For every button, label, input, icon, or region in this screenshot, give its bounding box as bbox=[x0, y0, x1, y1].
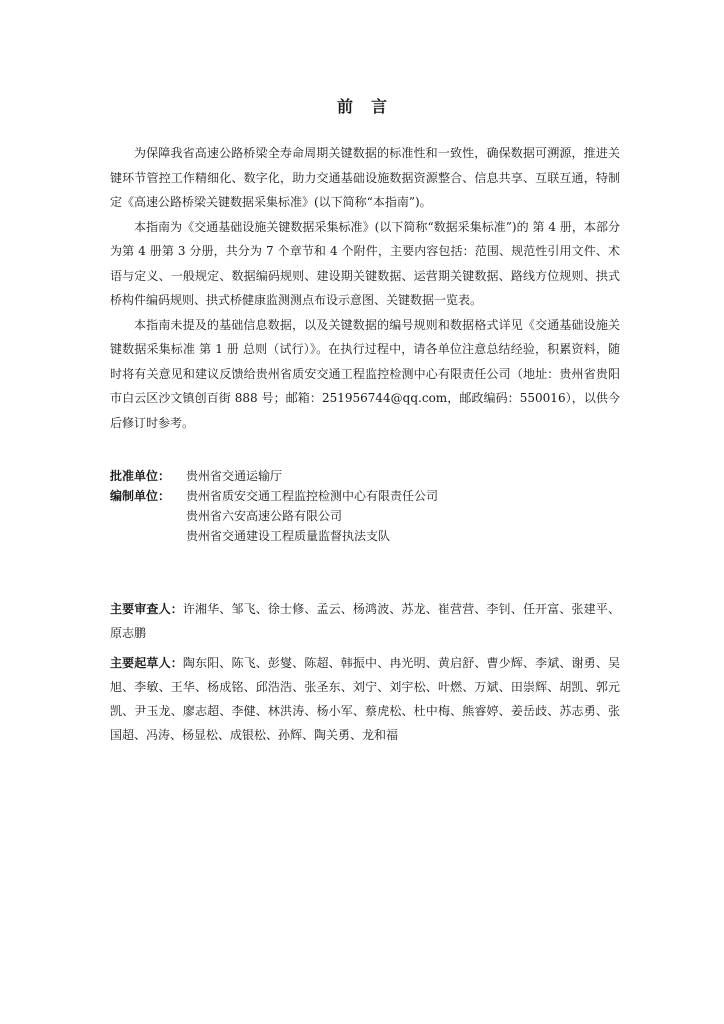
title-char-2: 言 bbox=[371, 97, 388, 116]
approval-unit-label: 批准单位： bbox=[110, 469, 171, 483]
drafters-label: 主要起草人： bbox=[110, 656, 183, 670]
reviewers-paragraph bbox=[110, 597, 620, 645]
reviewers-label: 主要审查人： bbox=[110, 602, 183, 616]
title-char-1: 前 bbox=[336, 97, 353, 116]
units-section bbox=[110, 466, 620, 546]
drafters-paragraph bbox=[110, 651, 620, 747]
preface-paragraph-3: 本指南未提及的基础信息数据，以及关键数据的编号规则和数据格式详见《交通基础设施关键数据采集标准 第 1 册 总则（试行）》。在执行过程中，请各单位注意总结经验，积累资料，随时将有关意见和建议反馈给贵州省质安交通工程监控检测中心有限责任公司（地址：贵州省贵阳市白云区沙文镇创百街 888 号；邮箱：251956744@qq.com，邮政编码：550016），以供今后修订时参考。 bbox=[110, 317, 620, 430]
compiler-unit-label: 编制单位： bbox=[110, 489, 171, 503]
reviewers-names: 许湘华、邹飞、徐士修、孟云、杨鸿波、苏龙、崔营营、李钊、任开富、张建平、原志鹏 bbox=[110, 602, 620, 640]
approval-unit-value: 贵州省交通运输厅 bbox=[186, 469, 283, 483]
compiler-unit-row bbox=[110, 486, 620, 546]
compiler-unit-value: 贵州省六安高速公路有限公司 bbox=[186, 509, 343, 523]
preface-paragraph-2: 本指南为《交通基础设施关键数据采集标准》(以下简称“数据采集标准”)的 第 4 册，本部分为第 4 册第 3 分册，共分为 7 个章节和 4 个附件，主要内容包括：范围、规范性引用文件、术语与定义、一般规定、数据编码规则、建设期关键数据、运营期关键数据、路线方位规则、拱式桥构件编码规则、拱式桥健康监测测点布设示意图、关键数据一览表。 bbox=[110, 219, 620, 307]
page-title bbox=[0, 94, 724, 117]
personnel-section bbox=[110, 597, 620, 747]
preface-body bbox=[110, 141, 620, 435]
drafters-names: 陶东阳、陈飞、彭燮、陈超、韩振中、冉光明、黄启舒、曹少辉、李斌、谢勇、吴旭、李敏、王华、杨成铭、邱浩浩、张圣东、刘宁、刘宇松、叶燃、万斌、田崇辉、胡凯、郭元凯、尹玉龙、廖志超、李健、林洪涛、杨小军、蔡虎松、杜中梅、熊睿婷、姜岳歧、苏志勇、张国超、冯涛、杨显松、成银松、孙辉、陶关勇、龙和福 bbox=[110, 656, 620, 742]
compiler-unit-value: 贵州省质安交通工程监控检测中心有限责任公司 bbox=[186, 489, 439, 503]
approval-unit-row bbox=[110, 466, 620, 486]
preface-paragraph-1: 为保障我省高速公路桥梁全寿命周期关键数据的标准性和一致性，确保数据可溯源，推进关键环节管控工作精细化、数字化，助力交通基础设施数据资源整合、信息共享、互联互通，特制定《高速公路桥梁关键数据采集标准》(以下简称“本指南”)。 bbox=[110, 146, 620, 209]
compiler-unit-value: 贵州省交通建设工程质量监督执法支队 bbox=[186, 529, 391, 543]
